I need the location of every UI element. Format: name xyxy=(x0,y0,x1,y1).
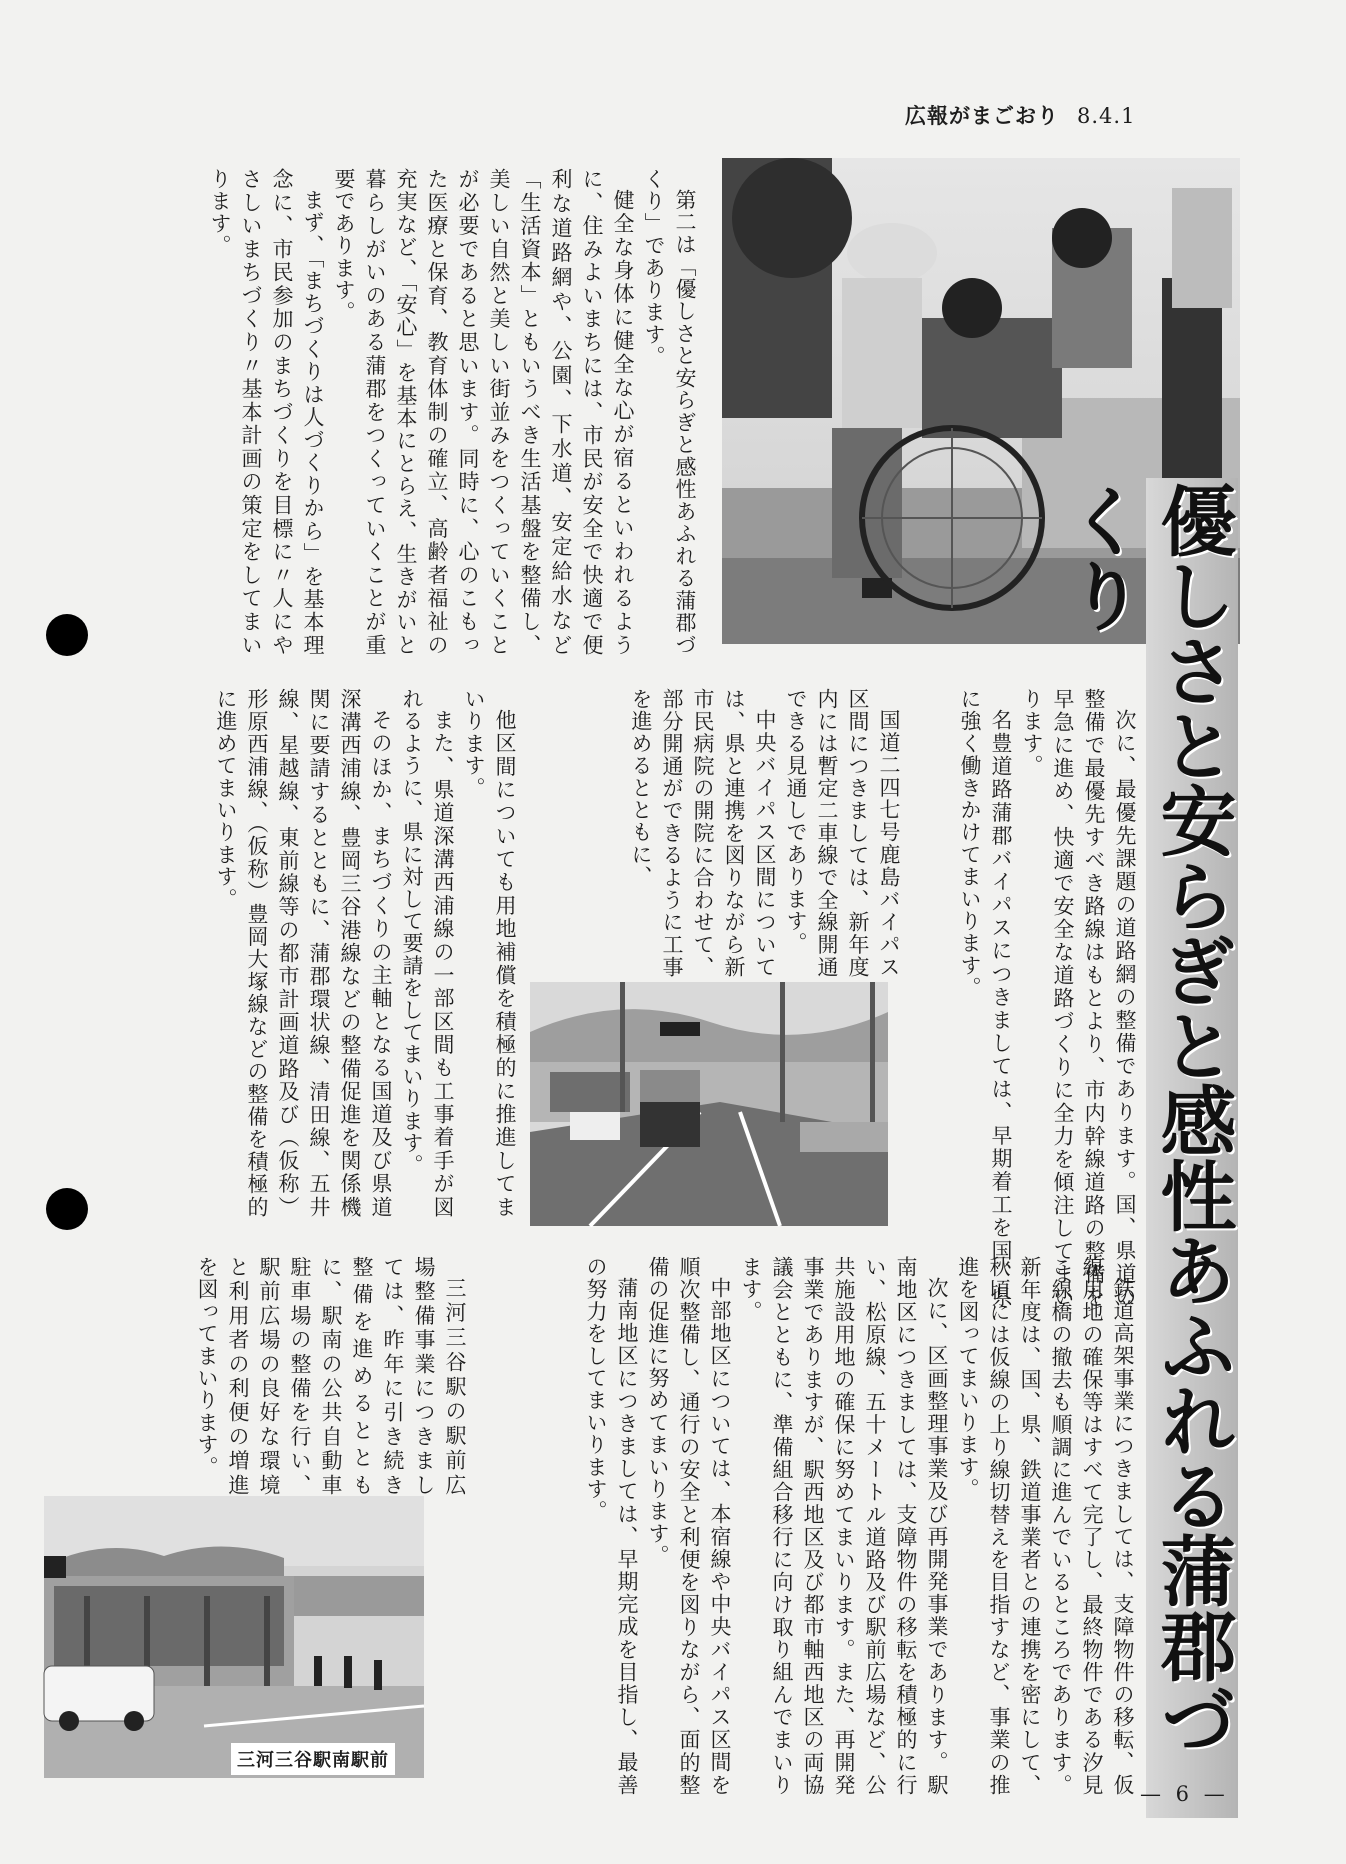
paragraph: そのほか、まちづくりの主軸となる国道及び県道深溝西浦線、豊岡三谷港線などの整備促進を関係機関に要請するとともに、蒲郡環状線、清田線、五井線、星越線、東前線等の都市計画道路及び（仮称）形原西浦線、（仮称）豊岡大塚線などの整備を積極的に進めてまいります。 xyxy=(214,688,393,1218)
punch-hole-top xyxy=(46,614,88,656)
paragraph: 健全な身体に健全な心が宿るといわれるように、住みよいまちには、市民が安全で快適で便利な道路網や、公園、下水道、安定給水など「生活資本」ともいうべき生活基盤を整備し、美しい自然と美しい街並みをつくっていくことが必要であると思います。同時に、心のこもった医療と保育、教育体制の確立、高齢者福祉の充実など、「安心」を基本にとらえ、生きがいと暮らしがいのある蒲郡をつくっていくことが重要であります。 xyxy=(332,168,635,656)
paragraph: 次に、最優先課題の道路網の整備であります。国、県道の整備で最優先すべき路線はもとより、市内幹線道路の整備を早急に進め、快適で安全な道路づくりに全力を傾注してまいります。 xyxy=(1020,688,1137,1308)
road-photo xyxy=(530,982,888,1226)
paragraph: 国道二四七号鹿島バイパス区間につきましては、新年度内には暫定二車線で全線開通できる見通しであります。 xyxy=(784,688,901,978)
paragraph: 中央バイパス区間については、県と連携を図りながら新市民病院の開院に合わせて、部分開通ができるように工事を進めるとともに、 xyxy=(629,688,777,978)
article-title: 優しさと安らぎと感性あふれる蒲郡づくり xyxy=(1056,482,1237,1757)
paragraph: まず、「まちづくりは人づくりから」を基本理念に、市民参加のまちづくりを目標に〃人にやさしいまちづくり〃基本計画の策定をしてまいります。 xyxy=(208,168,325,656)
paragraph: 鉄道高架事業につきましては、支障物件の移転、仮線用地の確保等はすべて完了し、最終物件である汐見こ線橋の撤去も順調に進んでいるところであります。新年度は、国、県、鉄道事業者との連携を密にして、秋頃には仮線の上り線切替えを目指すなど、事業の推進を図ってまいります。 xyxy=(956,1256,1135,1796)
station-photo xyxy=(44,1496,424,1778)
publication-name: 広報がまごおり xyxy=(905,104,1059,128)
punch-hole-bottom xyxy=(46,1188,88,1230)
bottom-narrow-article xyxy=(132,1256,470,1496)
paragraph: 第二は「優しさと安らぎと感性あふれる蒲郡づくり」であります。 xyxy=(642,168,697,656)
mid-right-article xyxy=(910,688,1140,1308)
paragraph: 他区間についても用地補償を積極的に推進してまいります。 xyxy=(462,688,517,1218)
paragraph: 次に、区画整理事業及び再開発事業であります。駅南地区につきましては、支障物件の移転を積極的に行い、松原線、五十メートル道路及び駅前広場など、公共施設用地の確保に努めてまいります。また、再開発事業でありますが、駅西地区及び都市軸西地区の両協議会とともに、準備組合移行に向け取り組んでまいります。 xyxy=(739,1256,949,1796)
page-header xyxy=(905,100,1135,130)
paragraph: 三河三谷駅の駅前広場整備事業につきましては、昨年に引き続き整備を進めるとともに、駅南の公共自動車駐車場の整備を行い、駅前広場の良好な環境と利用者の利便の増進を図ってまいります。 xyxy=(195,1256,467,1496)
paragraph: 蒲南地区につきましては、早期完成を目指し、最善の努力をしてまいります。 xyxy=(584,1256,639,1796)
paragraph: また、県道深溝西浦線の一部区間も工事着手が図れるように、県に対して要請をしてまいります。 xyxy=(400,688,455,1218)
page-number: — 6 — xyxy=(1140,1782,1229,1806)
mid-left-article xyxy=(120,688,520,1218)
top-left-article xyxy=(120,168,700,656)
station-photo-caption: 三河三谷駅南駅前 xyxy=(231,1743,395,1775)
paragraph: 名豊道路蒲郡バイパスにつきましては、早期着工を国、県に強く働きかけてまいります。 xyxy=(958,688,1013,1308)
bottom-right-article xyxy=(474,1256,1138,1796)
issue-date: 8.4.1 xyxy=(1077,104,1136,128)
mid-narrow-article xyxy=(629,688,904,978)
paragraph: 中部地区については、本宿線や中央バイパス区間を順次整備し、通行の安全と利便を図りながら、面的整備の促進に努めてまいります。 xyxy=(646,1256,732,1796)
